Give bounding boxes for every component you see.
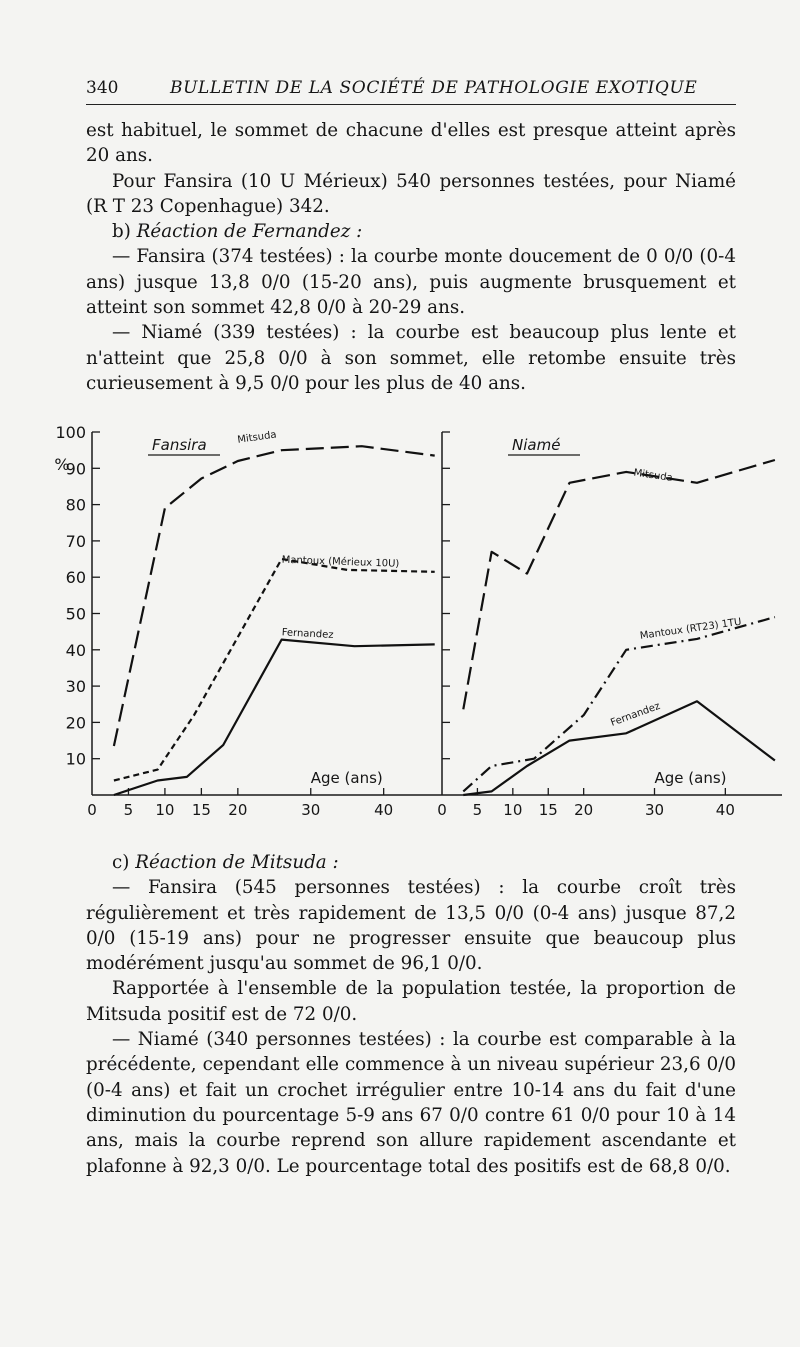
- paragraph: est habituel, le sommet de chacune d'elles est presque atteint après 20 ans.: [86, 120, 736, 167]
- text-block-bottom: [86, 850, 736, 1179]
- x-tick-label: 10: [503, 801, 523, 819]
- panel-title: Fansira: [152, 436, 207, 454]
- figure-charts: [0, 420, 800, 840]
- y-tick-label: 60: [65, 568, 86, 588]
- y-tick-label: 80: [65, 495, 86, 515]
- page-header: [86, 76, 736, 102]
- y-tick-label: 90: [65, 459, 86, 479]
- x-tick-label: 40: [374, 801, 394, 819]
- y-tick-label: 70: [65, 531, 86, 551]
- x-tick-label: 30: [644, 801, 665, 819]
- section-title: Réaction de Mitsuda :: [135, 852, 339, 873]
- y-tick-label: 100: [55, 423, 86, 442]
- series-line: [114, 559, 435, 781]
- series-line: [114, 446, 435, 746]
- x-tick-label: 10: [155, 801, 175, 819]
- section-prefix: c): [112, 852, 136, 873]
- series-label: Mantoux (Mérieux 10U): [281, 554, 400, 570]
- paragraph: — Fansira (374 testées) : la courbe monte doucement de 0 0/0 (0-4 ans) jusque 13,8 0/0 (15-20 ans), puis augmente brusquement et atteint son sommet 42,8 0/0 à 20-29 ans.: [86, 246, 736, 319]
- x-tick-label: 0: [87, 801, 97, 819]
- paragraph: — Niamé (339 testées) : la courbe est beaucoup plus lente et n'atteint que 25,8 0/0 à son sommet, elle retombe ensuite très curieusement à 9,5 0/0 pour les plus de 40 ans.: [86, 322, 736, 394]
- x-tick-label: 20: [228, 801, 248, 819]
- panel-title: Niamé: [512, 436, 561, 454]
- y-tick-label: 30: [65, 677, 86, 697]
- y-tick-label: 10: [65, 749, 86, 769]
- charts-svg: [0, 420, 800, 840]
- section-heading-b: [86, 219, 736, 244]
- series-line: [463, 460, 775, 709]
- x-tick-label: 30: [301, 801, 321, 819]
- y-tick-label: 50: [65, 604, 86, 624]
- y-tick-label: 40: [65, 640, 86, 660]
- y-axis-label: %: [54, 455, 70, 474]
- paragraph: Pour Fansira (10 U Mérieux) 540 personnes testées, pour Niamé (R T 23 Copenhague) 342.: [86, 170, 736, 217]
- series-label: Fernandez: [281, 627, 334, 641]
- series-label: Mitsuda: [632, 467, 674, 485]
- x-tick-label: 15: [538, 801, 558, 819]
- x-tick-label: 0: [437, 801, 447, 819]
- x-tick-label: 20: [574, 801, 594, 819]
- x-axis-label: Age (ans): [654, 769, 727, 787]
- series-line: [463, 617, 775, 791]
- page-number: 340: [86, 78, 119, 98]
- paragraph: — Fansira (545 personnes testées) : la courbe croît très régulièrement et très rapidement de 13,5 0/0 (0-4 ans) jusque 87,2 0/0 (15-19 ans) pour ne progresser ensuite que beaucoup plus modérément jusqu'au sommet de 96,1 0/0.: [86, 877, 736, 975]
- x-axis-label: Age (ans): [310, 769, 383, 787]
- x-tick-label: 5: [123, 801, 134, 819]
- x-tick-label: 40: [715, 801, 735, 819]
- series-label: Fernandez: [609, 700, 662, 729]
- section-prefix: b): [112, 221, 137, 243]
- x-tick-label: 5: [472, 801, 483, 819]
- header-rule: [86, 104, 736, 105]
- series-label: Mantoux (RT23) 1TU: [639, 616, 743, 642]
- running-title: BULLETIN DE LA SOCIÉTÉ DE PATHOLOGIE EXOTIQUE: [170, 78, 698, 98]
- x-tick-label: 15: [191, 801, 211, 819]
- section-title: Réaction de Fernandez :: [136, 221, 363, 243]
- text-block-top: [86, 118, 736, 396]
- series-line: [114, 640, 435, 795]
- paragraph: — Niamé (340 personnes testées) : la courbe est comparable à la précédente, cependant elle commence à un niveau supérieur 23,6 0/0 (0-4 ans) et fait un crochet irrégulier entre 10-14 ans du fait d'une diminution du pourcentage 5-9 ans 67 0/0 contre 61 0/0 pour 10 à 14 ans, mais la courbe reprend son allure rapidement ascendante et plafonne à 92,3 0/0. Le pourcentage total des positifs est de 68,8 0/0.: [86, 1029, 736, 1177]
- y-tick-label: 20: [65, 713, 86, 733]
- series-label: Mitsuda: [236, 429, 278, 446]
- section-heading-c: [86, 850, 736, 875]
- paragraph: Rapportée à l'ensemble de la population testée, la proportion de Mitsuda positif est de 72 0/0.: [86, 978, 736, 1025]
